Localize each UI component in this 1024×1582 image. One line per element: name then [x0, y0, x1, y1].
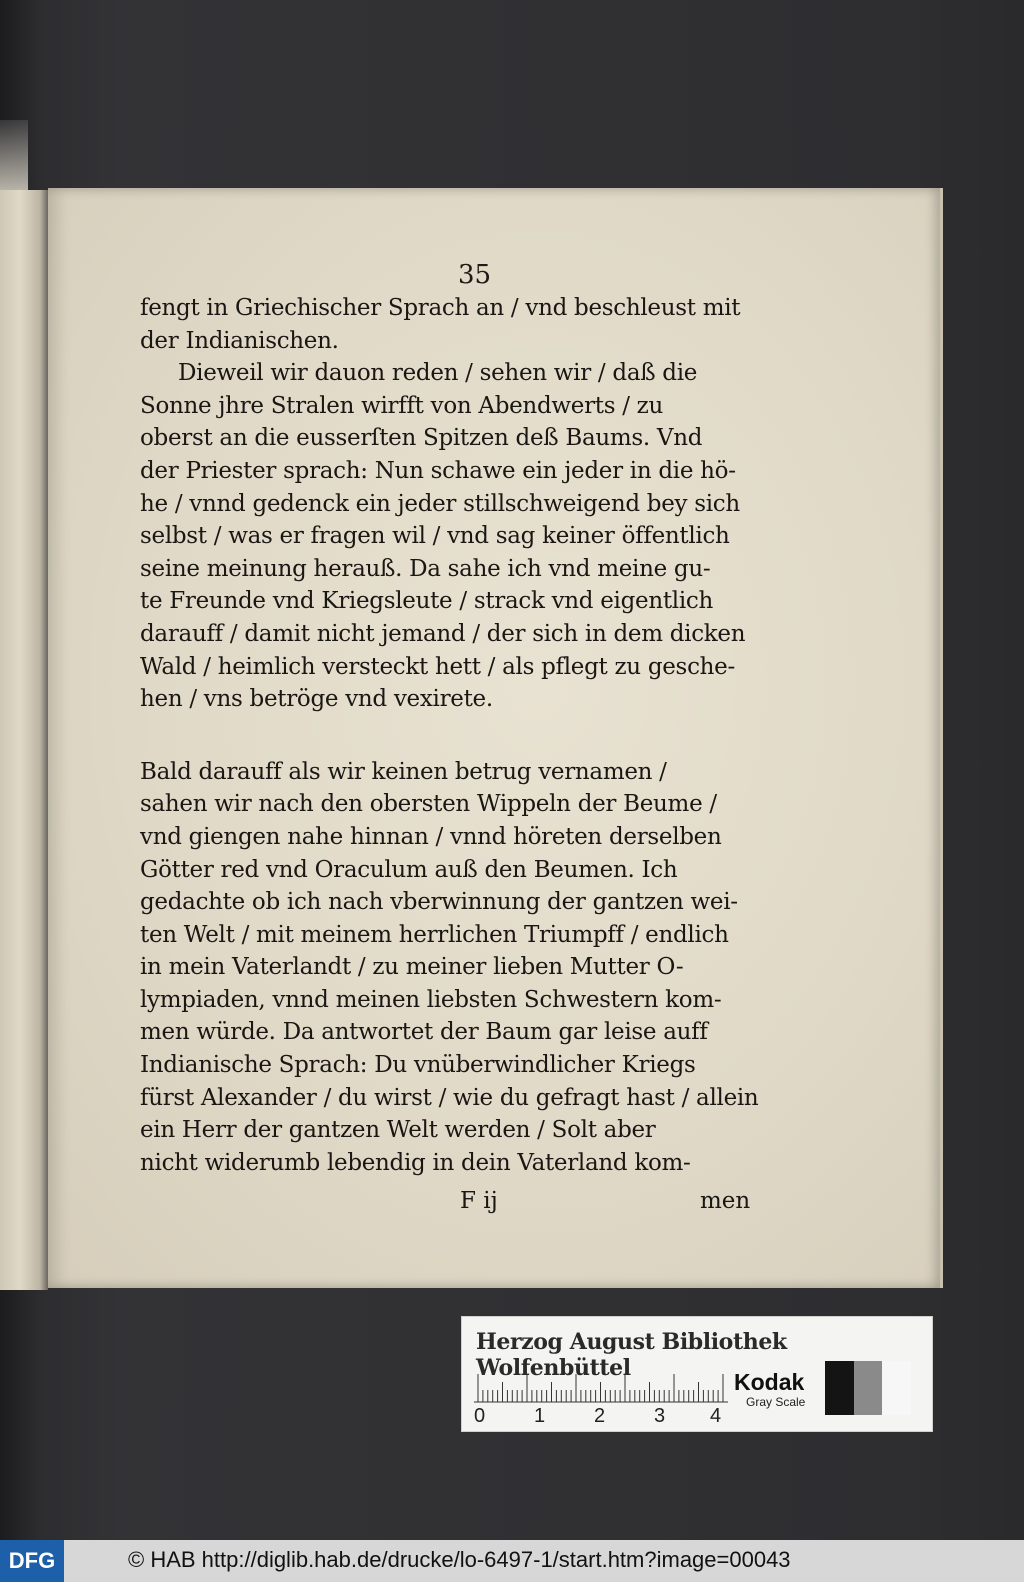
text-line: sahen wir nach den obersten Wippeln der Beume /	[140, 791, 717, 818]
text-line: Bald darauff als wir keinen betrug vernamen /	[140, 758, 667, 785]
kodak-gray-scale-label: Gray Scale	[746, 1395, 806, 1409]
text-line: der Indianischen.	[140, 327, 339, 354]
ruler-number: 1	[534, 1405, 546, 1427]
text-line: te Freunde vnd Kriegsleute / strack vnd eigentlich	[140, 588, 714, 615]
text-line: men würde. Da antwortet der Baum gar leise auff	[140, 1019, 708, 1046]
text-line: seine meinung herauß. Da sahe ich vnd meine gu-	[140, 555, 711, 582]
ruler-number: 2	[594, 1405, 606, 1427]
text-line: Dieweil wir dauon reden / sehen wir / daß die	[178, 360, 698, 387]
text-line: Wald / heimlich versteckt hett / als pflegt zu gesche-	[140, 653, 735, 680]
ruler-numbers	[470, 1405, 730, 1429]
text-line: Sonne jhre Stralen wirfft von Abendwerts / zu	[140, 392, 664, 419]
library-name: Herzog August Bibliothek Wolfenbüttel	[476, 1329, 787, 1381]
ruler-scale	[474, 1367, 728, 1403]
text-line: fürst Alexander / du wirst / wie du gefragt hast / allein	[140, 1084, 759, 1111]
text-line: gedachte ob ich nach vberwinnung der gantzen wei-	[140, 889, 738, 916]
text-line: darauff / damit nicht jemand / der sich in dem dicken	[140, 620, 746, 647]
text-line: Indianische Sprach: Du vnüberwindlicher Kriegs	[140, 1052, 696, 1079]
gray-patch-black	[825, 1361, 854, 1415]
paragraph-3	[140, 756, 770, 1180]
text-line: vnd giengen nahe hinnan / vnnd höreten derselben	[140, 823, 722, 850]
dfg-logo: DFG	[0, 1540, 64, 1582]
gray-scale-patches	[825, 1361, 911, 1415]
signature-mark: F ij	[460, 1188, 498, 1214]
page-text	[140, 292, 770, 1179]
text-line: fengt in Griechischer Sprach an / vnd beschleust mit	[140, 295, 741, 321]
left-page-edge	[0, 190, 48, 1290]
gray-patch-mid	[854, 1361, 883, 1415]
text-line: ten Welt / mit meinem herrlichen Triumpff / endlich	[140, 921, 729, 948]
footer-bar	[0, 1540, 1024, 1582]
paragraph-gap	[140, 716, 770, 756]
catchword: men	[700, 1188, 751, 1214]
gray-patch-white	[882, 1361, 911, 1415]
library-color-target-label	[461, 1316, 933, 1432]
kodak-logo: Kodak	[734, 1369, 805, 1395]
book-page	[48, 188, 943, 1288]
text-line: he / vnnd gedenck ein jeder stillschweigend bey sich	[140, 490, 740, 517]
text-line: oberst an die eusserſten Spitzen deß Baums. Vnd	[140, 425, 703, 452]
text-line: ein Herr der gantzen Welt werden / Solt aber	[140, 1117, 656, 1144]
paragraph-1	[140, 292, 770, 357]
text-line: in mein Vaterlandt / zu meiner lieben Mutter O-	[140, 954, 684, 981]
ruler-number: 0	[474, 1405, 486, 1427]
page-footer-marks	[140, 1188, 751, 1222]
ruler-number: 4	[710, 1405, 722, 1427]
text-line: hen / vns betröge vnd vexirete.	[140, 686, 493, 713]
ruler-number: 3	[654, 1405, 666, 1427]
paragraph-2	[140, 357, 770, 716]
text-line: Götter red vnd Oraculum auß den Beumen. Ich	[140, 856, 678, 883]
copyright-credit: © HAB http://diglib.hab.de/drucke/lo-6497-1/start.htm?image=00043	[128, 1547, 791, 1572]
left-leaf-edge-top	[0, 120, 28, 200]
text-line: selbst / was er fragen wil / vnd sag keiner öffentlich	[140, 523, 730, 550]
text-line: lympiaden, vnnd meinen liebsten Schwestern kom-	[140, 986, 722, 1013]
text-line: der Priester sprach: Nun schawe ein jeder in die hö-	[140, 457, 736, 484]
page-number: 35	[458, 260, 492, 290]
text-line: nicht widerumb lebendig in dein Vaterland kom-	[140, 1149, 691, 1176]
